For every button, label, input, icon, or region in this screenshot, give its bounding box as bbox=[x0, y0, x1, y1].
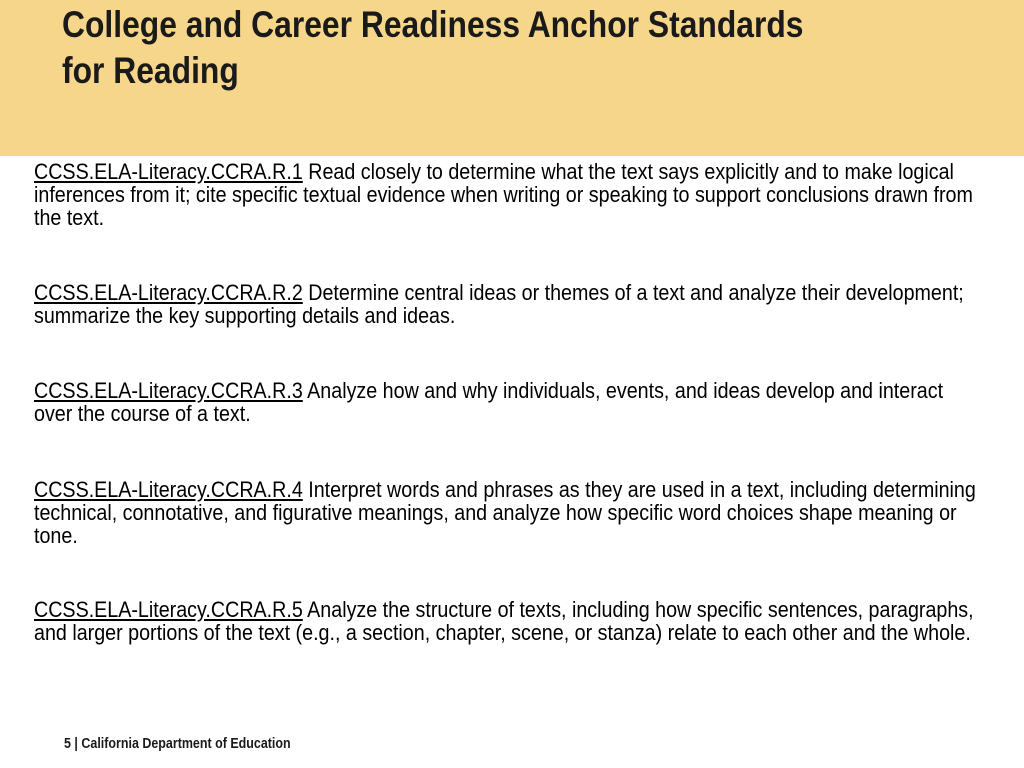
standard-r4-code-link[interactable]: CCSS.ELA-Literacy.CCRA.R.4 bbox=[34, 477, 303, 502]
footer-organization: California Department of Education bbox=[81, 736, 291, 752]
standard-r3-code-link[interactable]: CCSS.ELA-Literacy.CCRA.R.3 bbox=[34, 378, 303, 403]
standard-r5-code-link[interactable]: CCSS.ELA-Literacy.CCRA.R.5 bbox=[34, 597, 303, 622]
standard-r2-text: Determine central ideas or themes of a text and analyze their development; summarize the key supporting details and ideas. bbox=[34, 280, 964, 328]
standard-r3-text: Analyze how and why individuals, events, and ideas develop and interact over the course of a text. bbox=[34, 378, 944, 426]
footer bbox=[64, 735, 291, 753]
standard-r1-code-link[interactable]: CCSS.ELA-Literacy.CCRA.R.1 bbox=[34, 159, 303, 184]
slide-title-line-1: College and Career Readiness Anchor Standards bbox=[62, 4, 804, 45]
page-number: 5 bbox=[64, 736, 71, 752]
slide-title-line-2: for Reading bbox=[62, 50, 239, 91]
standard-r4 bbox=[34, 478, 979, 547]
footer-separator: | bbox=[74, 736, 78, 752]
slide-title bbox=[62, 2, 862, 94]
standard-r2-code-link[interactable]: CCSS.ELA-Literacy.CCRA.R.2 bbox=[34, 280, 303, 305]
standard-r1 bbox=[34, 160, 979, 229]
standard-r4-text: Interpret words and phrases as they are used in a text, including determining technical, connotative, and figurative meanings, and analyze how specific word choices shape meaning or tone. bbox=[34, 477, 976, 548]
standard-r5-text: Analyze the structure of texts, including how specific sentences, paragraphs, and larger portions of the text (e.g., a section, chapter, scene, or stanza) relate to each other and the whole. bbox=[34, 597, 974, 645]
standard-r5 bbox=[34, 598, 979, 644]
standard-r1-text: Read closely to determine what the text says explicitly and to make logical inferences from it; cite specific textual evidence when writing or speaking to support conclusions drawn from the text. bbox=[34, 159, 973, 230]
standard-r2 bbox=[34, 281, 979, 327]
standard-r3 bbox=[34, 379, 979, 425]
